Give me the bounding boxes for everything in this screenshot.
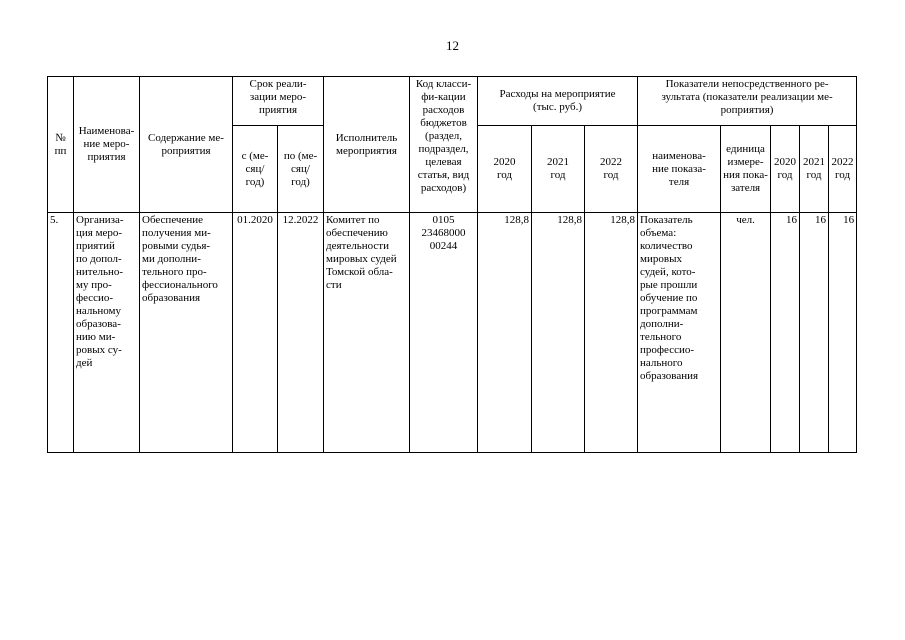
header-exp-2020: 2020 год (478, 126, 532, 213)
row-from: 01.2020 (233, 213, 278, 453)
page-number: 12 (446, 38, 459, 53)
row-name: Организа- ция меро- приятий по допол- нительно- му про- фессио- нальному образова- нию ми- ровых су- дей (74, 213, 140, 453)
row-exp-2020: 128,8 (478, 213, 532, 453)
header-ind-2020: 2020 год (771, 126, 800, 213)
row-ind-name: Показатель объема: количество мировых судей, кото- рые прошли обучение по программам дополни- тельного профессио- нального образования (638, 213, 721, 453)
header-expenses: Расходы на мероприятие (тыс. руб.) (478, 77, 638, 126)
row-executor: Комитет по обеспечению деятельности мировых судей Томской обла- сти (324, 213, 410, 453)
header-ind-name: наименова- ние показа- теля (638, 126, 721, 213)
header-indicators: Показатели непосредственного ре- зультата (показатели реализации ме- роприятия) (638, 77, 857, 126)
row-exp-2022: 128,8 (585, 213, 638, 453)
header-period: Срок реали- зации меро- приятия (233, 77, 324, 126)
header-ind-2021: 2021 год (800, 126, 829, 213)
header-to: по (ме- сяц/ год) (278, 126, 324, 213)
header-ind-unit: единица измере- ния пока- зателя (721, 126, 771, 213)
header-exp-2022: 2022 год (585, 126, 638, 213)
row-num: 5. (48, 213, 74, 453)
header-code: Код класси- фи-кации расходов бюджетов (раздел, подраздел, целевая статья, вид расходов) (410, 77, 478, 213)
header-name: Наименова- ние меро- приятия (74, 77, 140, 213)
table-row (48, 213, 857, 453)
header-from: с (ме- сяц/ год) (233, 126, 278, 213)
header-row-1 (48, 77, 857, 126)
activities-table (47, 76, 857, 453)
row-content: Обеспечение получения ми- ровыми судья- ми дополни- тельного про- фессионального образования (140, 213, 233, 453)
header-content: Содержание ме- роприятия (140, 77, 233, 213)
header-num: № пп (48, 77, 74, 213)
row-ind-unit: чел. (721, 213, 771, 453)
header-ind-2022: 2022 год (829, 126, 857, 213)
header-exp-2021: 2021 год (532, 126, 585, 213)
row-ind-2022: 16 (829, 213, 857, 453)
row-to: 12.2022 (278, 213, 324, 453)
header-executor: Исполнитель мероприятия (324, 77, 410, 213)
row-ind-2021: 16 (800, 213, 829, 453)
row-exp-2021: 128,8 (532, 213, 585, 453)
row-code: 0105 23468000 00244 (410, 213, 478, 453)
row-ind-2020: 16 (771, 213, 800, 453)
